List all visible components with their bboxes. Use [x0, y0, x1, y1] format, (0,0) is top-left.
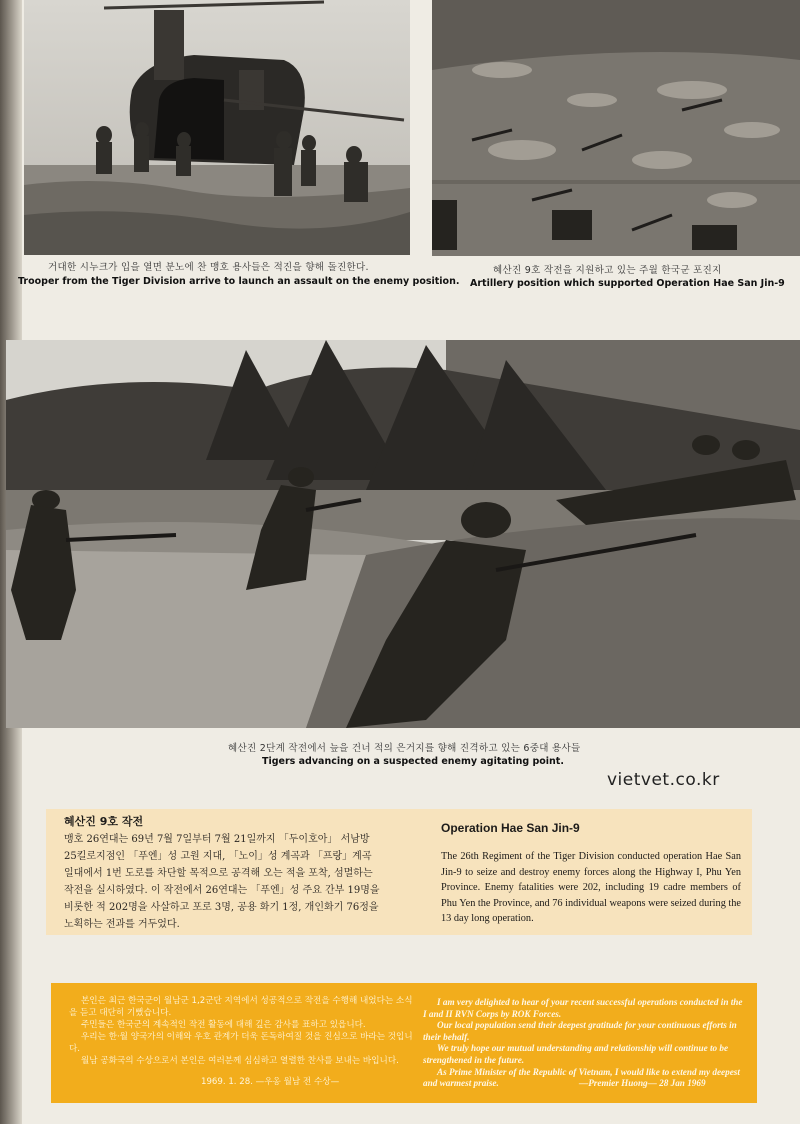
operation-report-box [46, 809, 752, 935]
message-en-paragraph: We truly hope our mutual understanding and relationship will continue to be strengthened in the future. [423, 1043, 729, 1065]
message-en-signature: —Premier Huong— 28 Jan 1969 [579, 1078, 706, 1088]
site-watermark: vietvet.co.kr [607, 770, 720, 790]
message-ko-paragraph: 월남 공화국의 수상으로서 본인은 여러분께 심심하고 열렬한 찬사를 보내는 바입니다. [81, 1056, 399, 1066]
photo1-caption-ko: 거대한 시누크가 입을 열면 분노에 찬 맹호 용사들은 적진을 향해 돌진한다. [48, 262, 369, 273]
premier-message-box [51, 983, 757, 1103]
message-en-paragraph: Our local population send their deepest gratitude for your continuous efforts in their behalf. [423, 1020, 737, 1042]
message-ko-paragraph: 주민들은 한국군의 계속적인 작전 활동에 대해 깊은 감사를 표하고 있읍니다. [81, 1020, 366, 1030]
report-body-ko: 맹호 26연대는 69년 7월 7일부터 7월 21일까지 「두이호아」 서남방 25킬로지점인 「푸엔」성 고원 지대, 「노이」성 계곡과 「프랑」계곡 일대에서 1번 도로를 차단할 목적으로 공격해 오는 적을 포착, 섬멸하는 작전을 실시하였다. 이 작전에서 26연대는 「푸엔」성 주요 간부 19명을 비롯한 적 202명을 사살하고 포로 3명, 공용 화기 1정, 개인화기 76정을 노획하는 전과를 거두었다. [64, 834, 380, 930]
chinook-landing-photo [24, 0, 410, 255]
photo3-caption-ko: 혜산진 2단계 작전에서 늪을 건너 적의 은거지를 향해 진격하고 있는 6중대 용사들 [228, 743, 581, 754]
photo2-caption-en: Artillery position which supported Operation Hae San Jin-9 [470, 278, 785, 289]
message-en [423, 997, 743, 1090]
message-ko-date-signature: 1969. 1. 28. —우옹 월남 전 수상— [201, 1077, 340, 1087]
message-en-paragraph: I am very delighted to hear of your recent successful operations conducted in the I and II RVN Corps by ROK Forces. [423, 997, 743, 1019]
swamp-advance-photo [6, 340, 800, 728]
photo3-caption-en: Tigers advancing on a suspected enemy agitating point. [262, 756, 564, 767]
photo2-caption-ko: 혜산진 9호 작전을 지원하고 있는 주월 한국군 포진지 [493, 265, 722, 276]
message-ko-paragraph: 본인은 최근 한국군이 월남군 1,2군단 지역에서 성공적으로 작전을 수행해 내었다는 소식을 듣고 대단히 기뻤습니다. [69, 996, 413, 1018]
report-title-en: Operation Hae San Jin-9 [441, 821, 580, 835]
message-ko [69, 995, 414, 1067]
message-en-paragraph: As Prime Minister of the Republic of Vietnam, I would like to extend my deepest and warmest praise. [423, 1066, 740, 1089]
photo1-caption-en: Trooper from the Tiger Division arrive to launch an assault on the enemy position. [18, 276, 460, 287]
report-body-en: The 26th Regiment of the Tiger Division conducted operation Hae San Jin-9 to seize and destroy enemy forces along the Highway I, Phu Yen Province. Enemy fatalities were 202, including 19 cadre members of Phu Yen the Province, and 76 individual weapons were seized during the 13 day long operation. [441, 851, 741, 924]
message-ko-paragraph: 우리는 한·월 양국가의 이해와 우호 관계가 더욱 돈독하여질 것을 진심으로 바라는 것입니다. [69, 1032, 413, 1054]
artillery-position-photo [432, 0, 800, 256]
report-title-ko: 혜산진 9호 작전 [64, 815, 144, 828]
